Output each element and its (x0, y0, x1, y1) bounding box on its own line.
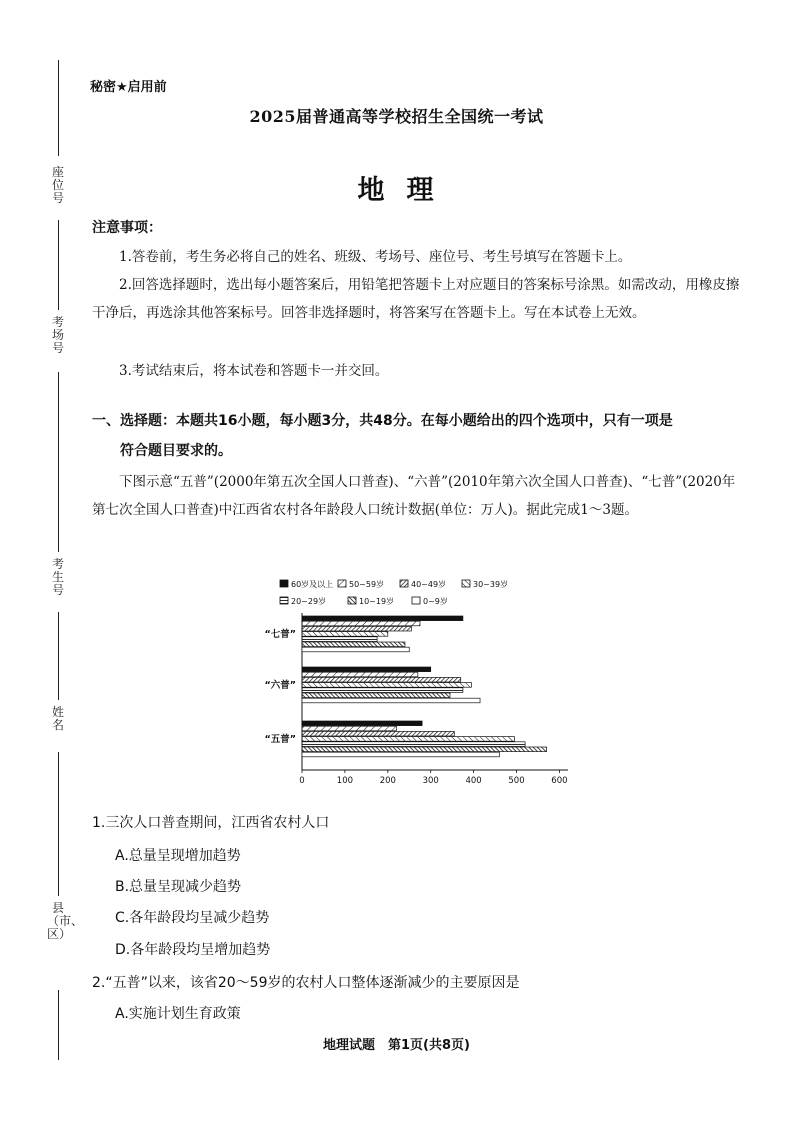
q1-option-b: B.总量呈现减少趋势 (115, 879, 242, 895)
legend-swatch (412, 597, 420, 604)
legend-label: 60岁及以上 (291, 580, 334, 589)
margin-line (58, 612, 59, 700)
bar (302, 632, 388, 637)
bar (302, 742, 525, 747)
legend-label: 50~59岁 (349, 580, 385, 589)
q1-option-a: A.总量呈现增加趋势 (115, 848, 241, 864)
section-heading (92, 406, 742, 466)
category-label: “五普” (264, 734, 296, 746)
x-tick-label: 600 (551, 776, 568, 786)
x-tick-label: 100 (336, 776, 354, 786)
legend-label: 20~29岁 (291, 597, 327, 606)
legend-swatch (280, 580, 288, 587)
bar (302, 747, 547, 752)
bar (302, 677, 461, 682)
x-tick-label: 400 (465, 776, 482, 786)
bar (302, 698, 480, 703)
confidential-mark: 秘密★启用前 (90, 80, 167, 95)
legend-label: 0~9岁 (423, 597, 448, 606)
section-heading-line2: 符合题目要求的。 (120, 443, 232, 459)
x-tick-label: 500 (508, 776, 525, 786)
legend-swatch (400, 580, 408, 587)
category-label: “六普” (264, 680, 296, 692)
question-1-stem: 1.三次人口普查期间，江西省农村人口 (92, 815, 330, 831)
question-2-stem: 2.“五普”以来，该省20～59岁的农村人口整体逐渐减少的主要原因是 (92, 975, 520, 991)
bar (302, 737, 514, 742)
q2-option-a: A.实施计划生育政策 (115, 1006, 241, 1022)
x-tick-label: 0 (299, 776, 305, 786)
q1-option-c: C.各年龄段均呈减少趋势 (115, 910, 270, 926)
bar (302, 667, 431, 672)
margin-line (58, 752, 59, 896)
bar (302, 672, 418, 677)
notice-item: 3.考试结束后，将本试卷和答题卡一并交回。 (119, 363, 389, 379)
notice-item: 1.答卷前，考生务必将自己的姓名、班级、考场号、座位号、考生号填写在答题卡上。 (119, 249, 632, 265)
bar (302, 626, 411, 631)
section-heading-line1: 一、选择题：本题共16小题，每小题3分，共48分。在每小题给出的四个选项中，只有一项是 (92, 413, 673, 429)
question-intro: 下图示意“五普”(2000年第五次全国人口普查)、“六普”(2010年第六次全国人口普查)、“七普”(2020年第七次全国人口普查)中江西省农村各年龄段人口统计数据(单位：万人)。据此完成1～3题。 (92, 474, 736, 518)
bar (302, 726, 396, 731)
page-footer: 地理试题 第1页(共8页) (323, 1038, 470, 1053)
x-tick-label: 200 (379, 776, 396, 786)
legend-swatch (348, 597, 356, 604)
bar (302, 683, 471, 688)
x-tick-label: 300 (422, 776, 439, 786)
seat-label: 座位号 (51, 165, 64, 205)
legend-swatch (280, 597, 288, 604)
population-bar-chart (250, 575, 580, 795)
bar (302, 647, 409, 652)
exam-id-label: 考生号 (51, 557, 64, 597)
subject-title: 地理 (357, 175, 456, 206)
legend-swatch (338, 580, 346, 587)
legend-label: 40~49岁 (411, 580, 447, 589)
exam-title: 2025届普通高等学校招生全国统一考试 (249, 107, 544, 126)
legend-swatch (462, 580, 470, 587)
notice-item: 2.回答选择题时，选出每小题答案后，用铅笔把答题卡上对应题目的答案标号涂黑。如需改动，用橡皮擦干净后，再选涂其他答案标号。回答非选择题时，将答案写在答题卡上。写在本试卷上无效。 (92, 277, 740, 321)
legend-label: 10~19岁 (359, 597, 395, 606)
bar (302, 616, 463, 621)
bar (302, 688, 463, 693)
bar (302, 731, 454, 736)
name-label: 姓名 (51, 705, 64, 732)
bar (302, 752, 499, 757)
county-label: 县（市、区） (47, 901, 84, 941)
bar (302, 721, 422, 726)
margin-line (58, 372, 59, 552)
notice-heading: 注意事项： (92, 220, 162, 236)
exam-room-label: 考场号 (51, 315, 64, 355)
legend-label: 30~39岁 (473, 580, 509, 589)
bar (302, 642, 405, 647)
margin-line (58, 220, 59, 310)
bar (302, 693, 450, 698)
category-label: “七普” (264, 629, 296, 641)
q1-option-d: D.各年龄段均呈增加趋势 (115, 942, 271, 958)
bar (302, 637, 377, 642)
bar (302, 621, 420, 626)
